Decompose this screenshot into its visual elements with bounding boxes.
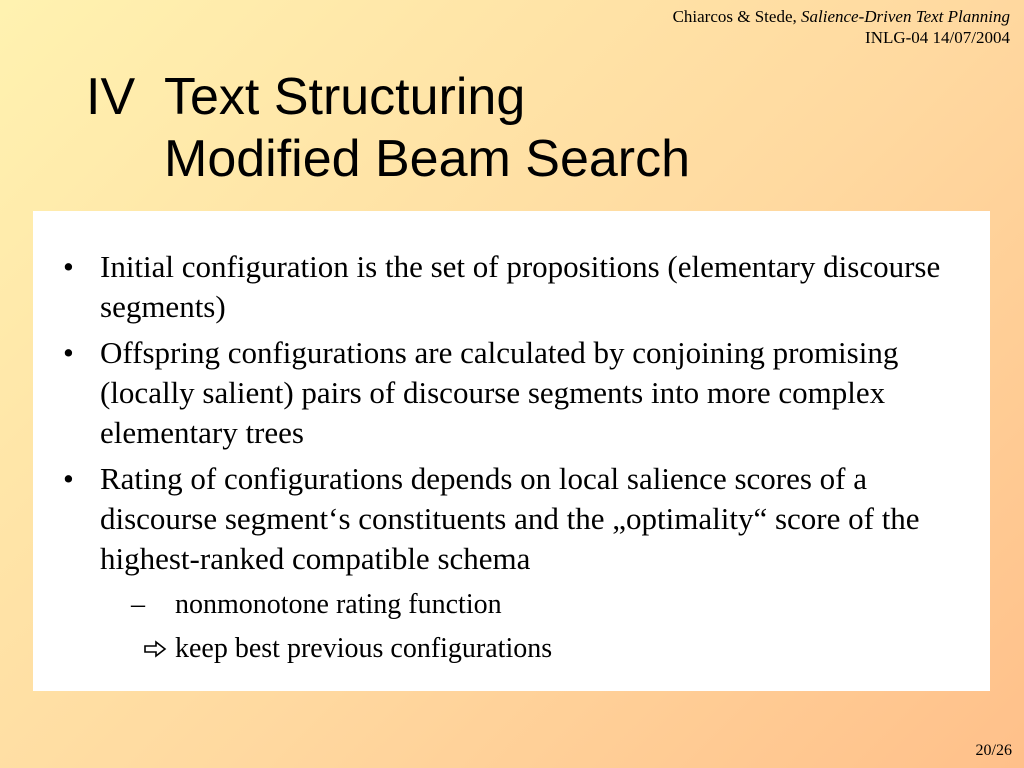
bullet-marker: • [63,461,74,496]
right-arrow-icon [143,640,167,658]
bullet-text: Offspring configurations are calculated by conjoining promising (locally salient) pairs of discourse segments into more complex elementary trees [100,335,899,450]
slide-title [86,66,690,190]
page-number: 20/26 [975,742,1012,759]
content-box [33,211,990,691]
sub-bullet-text: nonmonotone rating function [175,589,502,620]
bullet-item [63,459,970,579]
header-citation [673,6,1010,27]
bullet-text: Initial configuration is the set of propositions (elementary discourse segments) [100,249,941,324]
bullet-marker: • [63,335,74,370]
bullet-text: Rating of configurations depends on local salience scores of a discourse segment‘s constituents and the „optimality“ score of the highest-ranked compatible schema [100,461,920,576]
header-authors: Chiarcos & Stede, [672,7,797,26]
header-venue-date: INLG-04 14/07/2004 [865,28,1010,47]
bullet-marker: • [63,249,74,284]
section-number: IV [86,68,136,126]
sub-bullet-marker: – [131,589,145,620]
title-line-2: Modified Beam Search [164,130,691,188]
bullet-item [63,247,970,327]
arrow-item-text: keep best previous configurations [175,633,553,664]
bullet-item [63,333,970,453]
header-paper-title: Salience-Driven Text Planning [801,7,1010,26]
sub-bullet-item [63,585,970,625]
arrow-item [63,629,970,669]
title-lines [164,66,690,190]
title-line-1: Text Structuring [164,68,526,126]
slide-header [673,6,1010,48]
